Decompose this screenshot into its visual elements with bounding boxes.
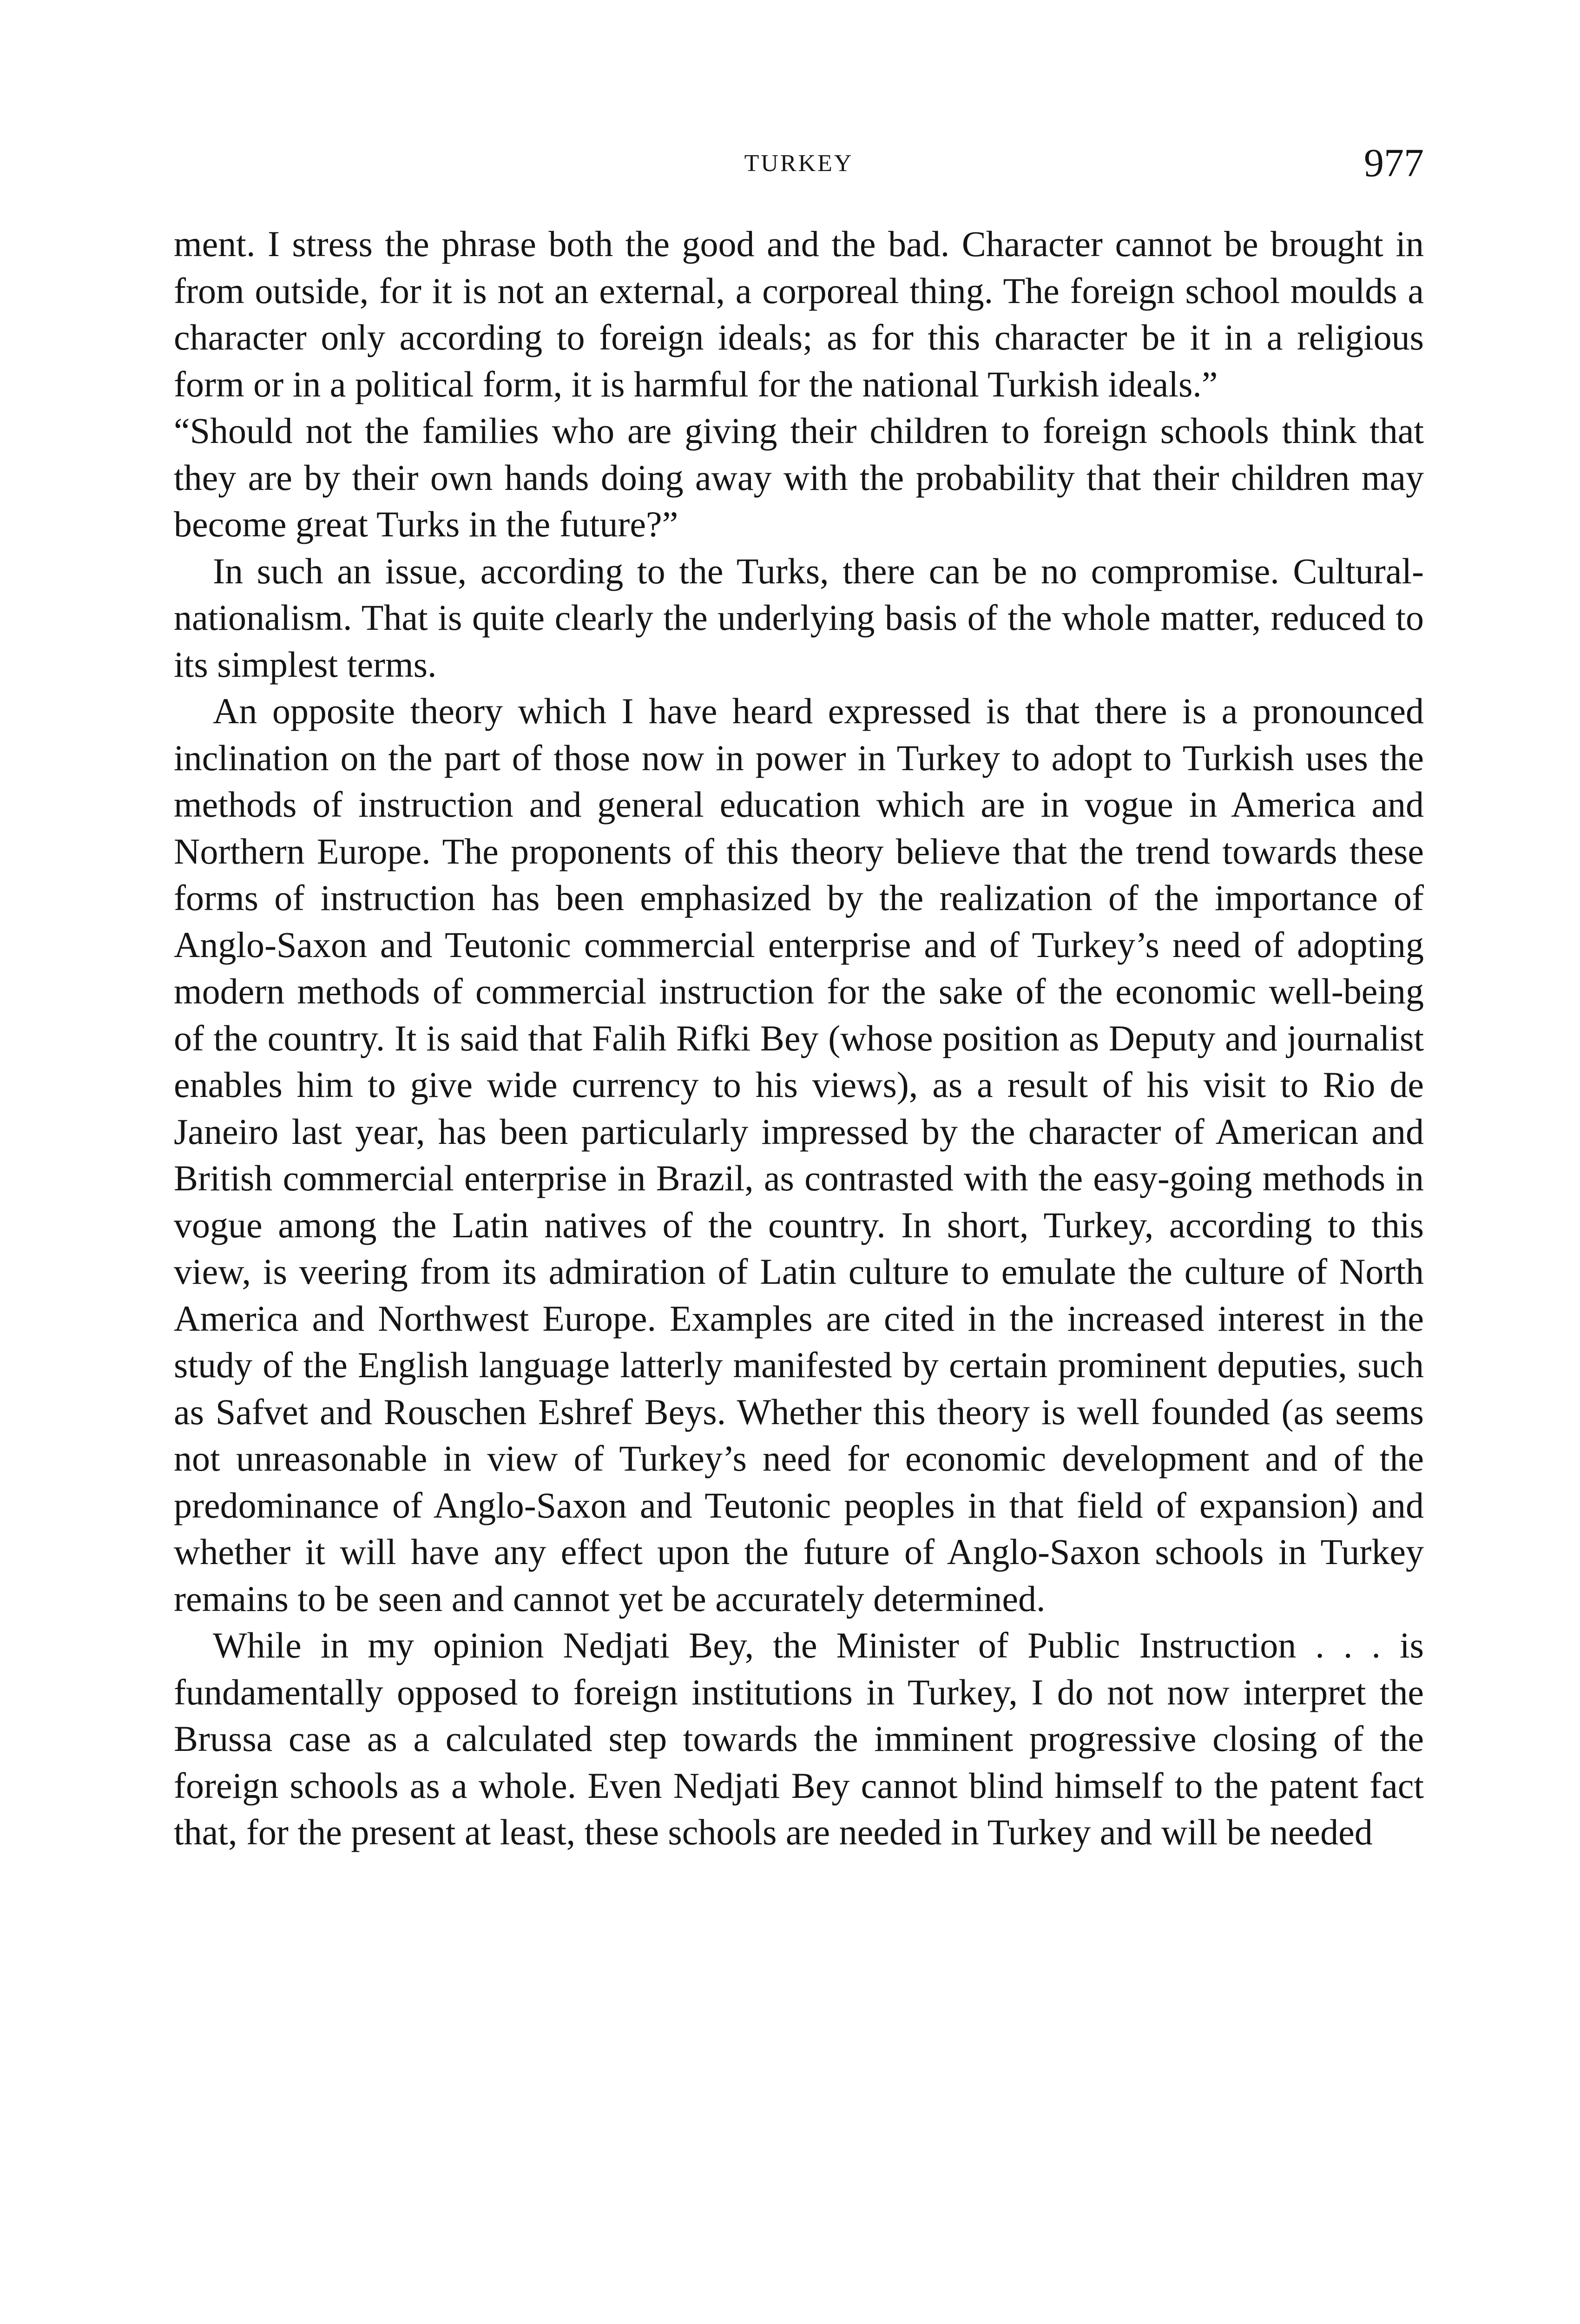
page-number: 977 xyxy=(1364,140,1424,185)
running-head: TURKEY xyxy=(744,150,854,177)
paragraph-nedjati-bey: While in my opinion Nedjati Bey, the Minister of Public Instruction . . . is fundamentally opposed to foreign institutions in Turkey, I do not now interpret the Brussa case as a calculated step towards the imminent progressive closing of the foreign schools as a whole. Even Nedjati Bey cannot blind himself to the patent fact that, for the present at least, these schools are needed in Turkey and will be needed xyxy=(174,1625,1424,1852)
paragraph-opposite-theory: An opposite theory which I have heard expressed is that there is a pronounced inclination on the part of those now in power in Turkey to adopt to Turkish uses the methods of instruction and general education which are in vogue in America and Northern Europe. The proponents of this theory believe that the trend towards these forms of instruction has been emphasized by the realization of the importance of Anglo-Saxon and Teutonic commercial enterprise and of Turkey’s need of adopting modern methods of commercial instruction for the sake of the economic well-being of the country. It is said that Falih Rifki Bey (whose position as Deputy and journalist enables him to give wide currency to his views), as a result of his visit to Rio de Janeiro last year, has been particularly impressed by the character of American and British commercial enterprise in Brazil, as contrasted with the easy-going methods in vogue among the Latin natives of the country. In short, Turkey, according to this view, is veering from its admiration of Latin culture to emulate the culture of North America and Northwest Europe. Examples are cited in the increased interest in the study of the English language latterly manifested by certain prominent deputies, such as Safvet and Rouschen Eshref Beys. Whether this theory is well founded (as seems not unreasonable in view of Turkey’s need for economic development and of the predominance of Anglo-Saxon and Teutonic peoples in that field of expansion) and whether it will have any effect upon the future of Anglo-Saxon schools in Turkey remains to be seen and cannot yet be accurately determined. xyxy=(174,691,1424,1619)
body-text xyxy=(174,221,1424,1856)
paragraph-continued: ment. I stress the phrase both the good and the bad. Character cannot be brought in from outside, for it is not an external, a corporeal thing. The foreign school moulds a character only according to foreign ideals; as for this character be it in a religious form or in a political form, it is harmful for the national Turkish ideals.” xyxy=(174,224,1424,404)
paragraph-compromise: In such an issue, according to the Turks, there can be no compromise. Cultural-nationalism. That is quite clearly the underlying basis of the whole matter, reduced to its simplest terms. xyxy=(174,550,1424,685)
page-header xyxy=(174,139,1424,195)
paragraph-quote: “Should not the families who are giving their children to foreign schools think that they are by their own hands doing away with the probability that their children may become great Turks in the future?” xyxy=(174,410,1424,544)
